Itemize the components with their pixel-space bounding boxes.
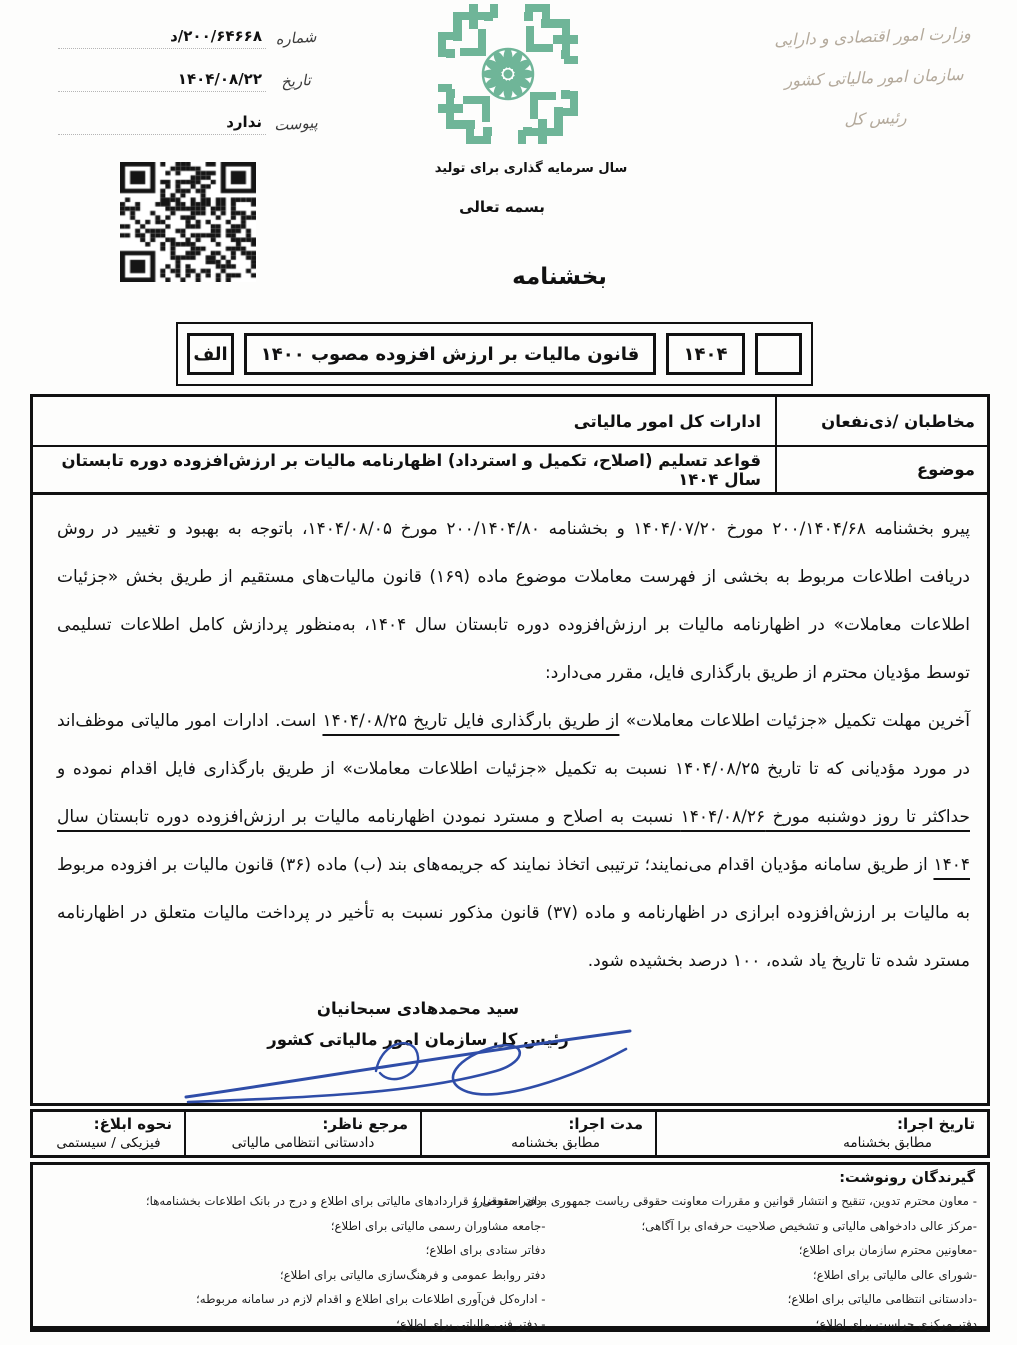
recipient-item: - اداره‌کل فن‌آوری اطلاعات برای اطلاع و اقدام لازم در سامانه مربوطه؛ — [196, 1292, 546, 1306]
recipients-left-column — [39, 1189, 546, 1336]
number-value: ۲۰۰/۶۴۶۶۸/د — [58, 27, 266, 49]
execution-duration-value: مطابق بخشنامه — [511, 1135, 600, 1151]
subject-value: قواعد تسلیم (اصلاح، تکمیل و استرداد) اظهارنامه مالیات بر ارزش‌افزوده دوره تابستان سال ۱۴۰۴ — [61, 450, 761, 489]
body-segment: آخرین مهلت تکمیل «جزئیات اطلاعات معاملات» — [619, 711, 970, 731]
execution-info-strip — [30, 1109, 990, 1158]
recipient-item: - دفتر فنی مالیاتی برای اطلاع؛ — [395, 1316, 546, 1331]
execution-date-value: مطابق بخشنامه — [843, 1135, 932, 1151]
recipients-columns — [33, 1186, 987, 1336]
body-paragraph-1: پیرو بخشنامه ۲۰۰/۱۴۰۴/۶۸ مورخ ۱۴۰۴/۰۷/۲۰ و بخشنامه ۲۰۰/۱۴۰۴/۸۰ مورخ ۱۴۰۴/۰۸/۰۵، باتوجه به بهبود و تغییر در روش دریافت اطلاعات مربوط به بخشی از فهرست معاملات موضوع ماده (۱۶۹) قانون مالیات‌های مستقیم از طریق بخش «جزئیات اطلاعات معاملات» در اظهارنامه مالیات بر ارزش‌افزوده دوره تابستان سال ۱۴۰۴، به‌منظور پردازش کامل اطلاعات تسلیمی توسط مؤدیان محترم از طریق بارگذاری فایل، مقرر می‌دارد: — [57, 519, 971, 683]
underlined-deadline-1: از طریق بارگذاری فایل تاریخ ۱۴۰۴/۰۸/۲۵ — [322, 711, 620, 731]
execution-duration-cell — [420, 1112, 655, 1155]
classification-strip — [176, 322, 813, 386]
date-label: تاریخ — [280, 70, 312, 92]
body-paragraph-2 — [57, 697, 970, 985]
signer-title: رئیس کل سازمان امور مالیاتی کشور — [267, 1030, 569, 1049]
recipient-item: - معاون محترم تدوین، تنقیح و انتشار قوانین و مقررات معاونت حقوقی ریاست جمهوری برای استحضار؛ — [473, 1194, 977, 1208]
attachment-value: ندارد — [58, 113, 266, 135]
execution-date-cell — [655, 1112, 987, 1155]
recipient-item: دفتر روابط عمومی و فرهنگ‌سازی مالیاتی برای اطلاع؛ — [279, 1267, 546, 1282]
audience-value: ادارات کل امور مالیاتی — [573, 411, 761, 431]
recipient-item: دفاتر ستادی برای اطلاع؛ — [425, 1243, 546, 1257]
attachment-label: پیوست — [273, 113, 319, 135]
notification-method-label: نحوه ابلاغ: — [93, 1115, 172, 1133]
body-segment: از طریق سامانه مؤدیان اقدام می‌نمایند؛ ترتیبی اتخاذ نمایند که جریمه‌های بند (ب) ماده (۳۶) قانون مالیات بر افزوده مربوط به مالیات بر ارزش‌افزوده ابرازی در اظهارنامه و ماده (۳۷) قانون مذکور نسبت به تأخیر در پرداخت مالیات متعلق در اظهارنامه مسترد شده تا تاریخ یاد شده، ۱۰۰ درصد بخشیده شود. — [57, 855, 970, 971]
letterhead-calligraphy — [750, 12, 998, 143]
number-label: شماره — [274, 27, 317, 49]
subject-row — [33, 447, 987, 495]
recipient-item: -دفتر حقوقی و قراردادهای مالیاتی برای اطلاع و درج در بانک اطلاعات بخشنامه‌ها؛ — [145, 1194, 546, 1208]
recipient-item: -معاونین محترم سازمان برای اطلاع؛ — [798, 1243, 977, 1257]
year-slogan: سال سرمایه گذاری برای تولید — [434, 161, 628, 176]
subject-label: موضوع — [775, 447, 987, 492]
supervising-authority-value: دادستانی انتظامی مالیاتی — [231, 1135, 375, 1151]
recipient-item: -دادستانی انتظامی مالیاتی برای اطلاع؛ — [787, 1292, 977, 1306]
recipient-item: -جامعه مشاوران رسمی مالیاتی برای اطلاع؛ — [330, 1218, 546, 1233]
main-content-box — [30, 394, 990, 1106]
date-value: ۱۴۰۴/۰۸/۲۲ — [58, 70, 266, 92]
copy-recipients-box — [30, 1162, 990, 1332]
recipients-header: گیرندگان رونوشت: — [839, 1170, 975, 1186]
qr-code — [120, 162, 256, 282]
body-segment: است. ادارات امور مالیاتی موظف‌اند در مورد مؤدیانی که تا تاریخ ۱۴۰۴/۰۸/۲۵ نسبت به تکمیل «جزئیات اطلاعات معاملات» از طریق بارگذاری فایل اقدام نموده و — [57, 711, 970, 779]
document-type-title: بخشنامه — [512, 264, 607, 290]
organization-name: سازمان امور مالیاتی کشور — [784, 64, 964, 91]
circular-body-text — [33, 495, 987, 985]
classification-serial-box: الف — [187, 333, 234, 375]
signer-name: سید محمدهادی سبحانیان — [316, 999, 520, 1018]
supervising-authority-cell — [184, 1112, 420, 1155]
recipient-item: دفتر مرکزی حراست برای اطلاع؛ — [815, 1316, 977, 1331]
execution-duration-label: مدت اجرا: — [568, 1115, 643, 1133]
audience-label: مخاطبان /ذی‌نفعان — [775, 397, 987, 445]
ministry-name: وزارت امور اقتصادی و دارایی — [773, 23, 972, 50]
recipient-item: -مرکز عالی دادخواهی مالیاتی و تشخیص صلاحیت حرفه‌ای برا آگاهی؛ — [641, 1218, 977, 1233]
execution-date-label: تاریخ اجرا: — [897, 1115, 975, 1133]
meta-attachment-row — [58, 108, 326, 135]
recipient-item: -شورای عالی مالیاتی برای اطلاع؛ — [812, 1267, 977, 1282]
underlined-deadline-2: حداکثر تا روز دوشنبه مورخ ۱۴۰۴/۰۸/۲۶ نسبت به اصلاح و مسترد نمودن اظهارنامه مالیات بر ارزش‌افزوده دوره تابستان سال ۱۴۰۴ — [57, 807, 970, 875]
tax-administration-logo-icon — [438, 4, 578, 144]
notification-method-value: فیزیکی / سیستمی — [56, 1135, 161, 1151]
role-title: رئیس کل — [843, 107, 907, 130]
supervising-authority-label: مرجع ناظر: — [322, 1115, 408, 1133]
document-meta — [58, 22, 326, 151]
notification-method-cell — [33, 1112, 184, 1155]
classification-empty-box — [755, 333, 802, 375]
bismillah: بسمه تعالی — [459, 198, 545, 216]
signature-block — [223, 993, 613, 1055]
meta-number-row — [58, 22, 326, 49]
meta-date-row — [58, 65, 326, 92]
classification-law-box: قانون مالیات بر ارزش افزوده مصوب ۱۴۰۰ — [244, 333, 656, 375]
audience-row — [33, 397, 987, 447]
classification-year-box: ۱۴۰۴ — [666, 333, 745, 375]
